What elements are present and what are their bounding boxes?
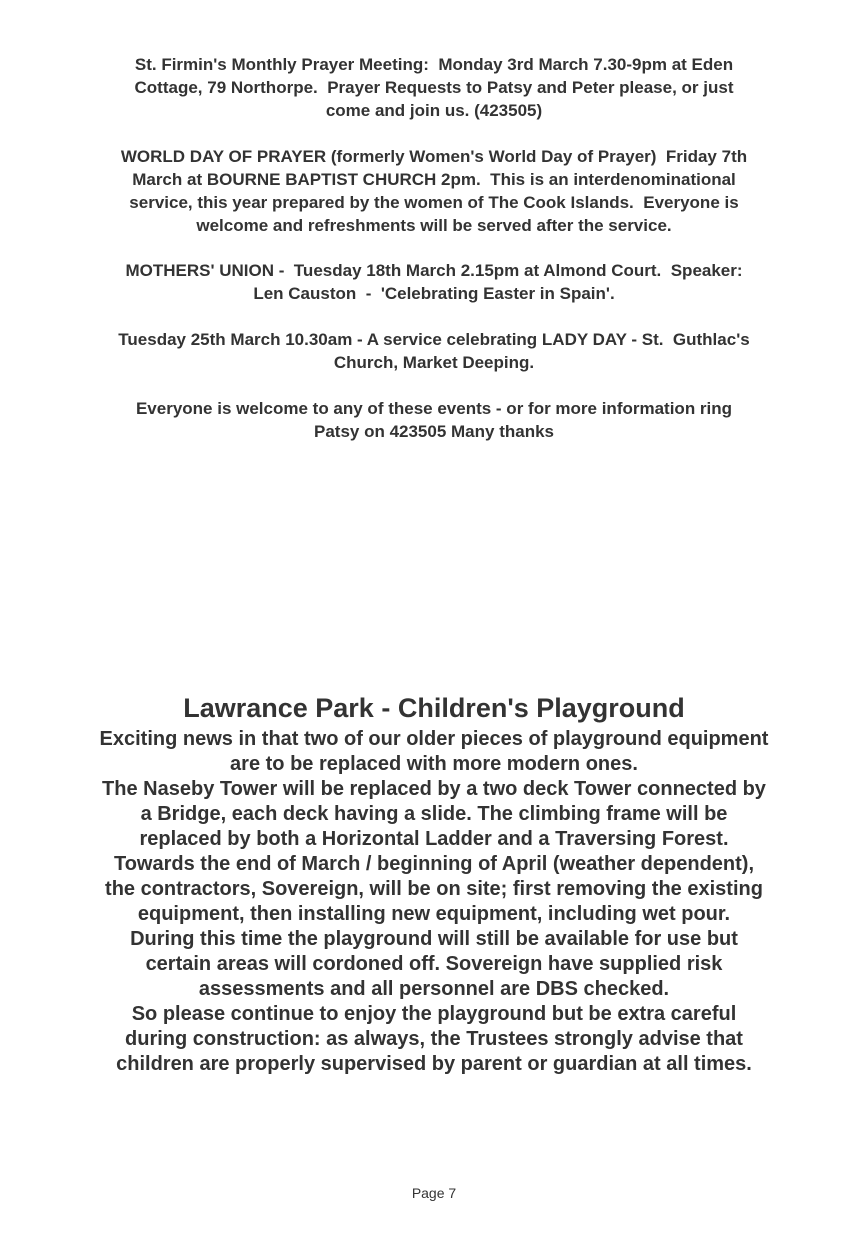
text-line: Church, Market Deeping.	[333, 353, 535, 372]
article-line: The Naseby Tower will be replaced by a two deck Tower connected by	[102, 778, 766, 800]
article-line: Exciting news in that two of our older pieces of playground equipment	[99, 728, 769, 750]
text-line: Tuesday 25th March 10.30am - A service celebrating LADY DAY - St. Guthlac's	[118, 330, 750, 349]
text-line: welcome and refreshments will be served after the service.	[196, 216, 672, 235]
article-line: So please continue to enjoy the playground but be extra careful	[131, 1003, 737, 1025]
article-line: are to be replaced with more modern ones.	[230, 753, 638, 775]
article-line: certain areas will cordoned off. Sovereign have supplied risk	[145, 953, 723, 975]
notice-everyone-welcome	[0, 397, 868, 443]
notice-lady-day	[0, 328, 868, 374]
article-line: a Bridge, each deck having a slide. The climbing frame will be	[140, 803, 728, 825]
text-line: WORLD DAY OF PRAYER (formerly Women's World Day of Prayer) Friday 7th	[120, 147, 748, 166]
article-line: assessments and all personnel are DBS checked.	[198, 978, 670, 1000]
article-line: during construction: as always, the Trustees strongly advise that	[125, 1028, 743, 1050]
text-line: Len Causton - 'Celebrating Easter in Spain'.	[253, 284, 615, 303]
text-line: St. Firmin's Monthly Prayer Meeting: Monday 3rd March 7.30-9pm at Eden	[134, 55, 734, 74]
text-line: Patsy on 423505 Many thanks	[313, 422, 554, 441]
notice-mothers-union	[0, 259, 868, 305]
article-body	[0, 727, 868, 1077]
text-line: MOTHERS' UNION - Tuesday 18th March 2.15pm at Almond Court. Speaker:	[125, 261, 743, 280]
article-line: equipment, then installing new equipment, including wet pour.	[137, 903, 731, 925]
notice-prayer-meeting	[0, 53, 868, 122]
article-line: replaced by both a Horizontal Ladder and a Traversing Forest.	[139, 828, 729, 850]
notice-world-day-of-prayer	[0, 145, 868, 237]
text-line: service, this year prepared by the women of The Cook Islands. Everyone is	[129, 193, 739, 212]
text-line: Cottage, 79 Northorpe. Prayer Requests to Patsy and Peter please, or just	[134, 78, 734, 97]
text-line: Everyone is welcome to any of these events - or for more information ring	[135, 399, 733, 418]
page-number: Page 7	[411, 1185, 457, 1201]
article-line: the contractors, Sovereign, will be on site; first removing the existing	[105, 878, 763, 900]
article-title: Lawrance Park - Children's Playground	[183, 693, 685, 723]
article-line: children are properly supervised by parent or guardian at all times.	[116, 1053, 752, 1075]
text-line: come and join us. (423505)	[325, 101, 543, 120]
article-line: During this time the playground will still be available for use but	[130, 928, 738, 950]
text-line: March at BOURNE BAPTIST CHURCH 2pm. This is an interdenominational	[132, 170, 736, 189]
article-line: Towards the end of March / beginning of April (weather dependent),	[113, 853, 755, 875]
